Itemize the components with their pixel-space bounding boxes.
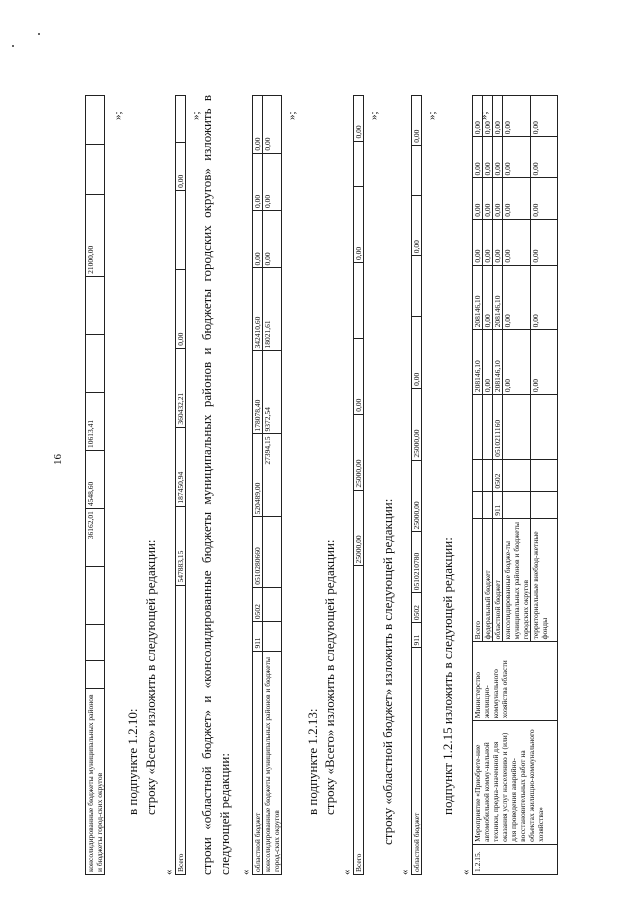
item-number: 1.2.15. bbox=[473, 844, 558, 874]
cell: 25000,00 bbox=[354, 414, 364, 490]
paragraph-row-total-1213: строку «Всего» изложить в следующей редакции: bbox=[322, 539, 337, 815]
cell: 25000,00 bbox=[412, 388, 422, 460]
table-consolidated-1210-tail bbox=[85, 95, 105, 875]
cell: 0,00 bbox=[253, 153, 263, 210]
cell: 547883,15 bbox=[176, 506, 186, 585]
cell: 27394,15 bbox=[263, 434, 282, 517]
cell: 208146,10 bbox=[493, 265, 503, 330]
cell bbox=[503, 491, 531, 518]
cell bbox=[531, 491, 558, 518]
table-row bbox=[412, 96, 422, 875]
cell: 0,00 bbox=[176, 143, 186, 190]
cell: 911 bbox=[412, 623, 422, 648]
cell: 0,00 bbox=[503, 219, 531, 265]
paragraph-rows-regional-consolidated: строки «областной бюджет» и «консолидированные бюджеты муниципальных районов и бюджеты городских округов» изложить в следующей редакции: bbox=[199, 95, 232, 875]
row-label: областной бюджет bbox=[412, 648, 422, 875]
cell: 0,00 bbox=[473, 96, 483, 137]
row-label: Всего bbox=[176, 585, 186, 874]
close-quote: »; bbox=[286, 111, 298, 120]
funding-source: областной бюджет bbox=[493, 518, 503, 642]
cell: 0,00 bbox=[483, 96, 493, 137]
cell: 0,00 bbox=[473, 137, 483, 178]
cell: 0502 bbox=[253, 587, 263, 621]
table-subpoint-1215 bbox=[472, 95, 558, 875]
cell bbox=[503, 459, 531, 491]
cell: 0,00 bbox=[503, 265, 531, 330]
paragraph-row-regional-1213: строку «областной бюджет» изложить в следующей редакции: bbox=[380, 498, 395, 845]
cell: 911 bbox=[493, 491, 503, 518]
cell bbox=[531, 395, 558, 460]
cell: 0,00 bbox=[483, 330, 493, 395]
cell: 0,00 bbox=[263, 96, 282, 154]
funding-source: Всего bbox=[473, 518, 483, 642]
open-quote: « bbox=[163, 869, 175, 875]
scan-speck bbox=[38, 33, 40, 35]
cell: 0,00 bbox=[503, 178, 531, 219]
row-label: Всего bbox=[354, 566, 364, 875]
cell: 0,00 bbox=[253, 96, 263, 154]
cell: 0,00 bbox=[473, 178, 483, 219]
cell: 0,00 bbox=[531, 137, 558, 178]
cell bbox=[473, 491, 483, 518]
ministry-name: Министерство жилищно-коммунального хозяйства области bbox=[473, 642, 558, 721]
cell: 0,00 bbox=[531, 178, 558, 219]
cell: 0,00 bbox=[263, 211, 282, 268]
table-regional-consolidated-1210 bbox=[252, 95, 282, 875]
table-row bbox=[86, 96, 105, 875]
cell: 0510210780 bbox=[412, 532, 422, 593]
page-number: 16 bbox=[52, 454, 64, 465]
cell: 0,00 bbox=[483, 178, 493, 219]
row-label: консолидированные бюджеты муниципальных районов и бюджеты город-ских округов bbox=[263, 651, 282, 874]
cell bbox=[483, 395, 493, 460]
cell: 0,00 bbox=[531, 330, 558, 395]
cell: 0,00 bbox=[354, 187, 364, 263]
paragraph-row-total: строку «Всего» изложить в следующей редакции: bbox=[143, 539, 158, 815]
cell: 18021,61 bbox=[263, 268, 282, 351]
cell: 0,00 bbox=[412, 96, 422, 146]
funding-source: федеральный бюджет bbox=[483, 518, 493, 642]
cell: 0,00 bbox=[354, 96, 364, 142]
close-quote: »; bbox=[112, 111, 124, 120]
open-quote: « bbox=[460, 869, 472, 875]
cell: 0,00 bbox=[412, 195, 422, 256]
cell: 0,00 bbox=[493, 137, 503, 178]
cell: 208146,10 bbox=[493, 330, 503, 395]
close-quote: »; bbox=[368, 111, 380, 120]
cell bbox=[473, 459, 483, 491]
cell: 0,00 bbox=[493, 96, 503, 137]
open-quote: « bbox=[240, 869, 252, 875]
close-quote: »; bbox=[190, 111, 202, 120]
cell: 0,00 bbox=[531, 96, 558, 137]
cell: 36162,01 bbox=[86, 509, 105, 567]
paragraph-subpoint-1215: подпункт 1.2.15 изложить в следующей редакции: bbox=[440, 537, 455, 815]
funding-source: консолидированные бюдже-ты муниципальных районов и бюджеты городских округов bbox=[503, 518, 531, 642]
cell: 0,00 bbox=[503, 137, 531, 178]
scan-speck bbox=[12, 45, 14, 47]
table-row bbox=[176, 96, 186, 875]
cell: 0,00 bbox=[483, 219, 493, 265]
cell: 0,00 bbox=[412, 317, 422, 389]
funding-source: территориальные внебюд-жетные фонды bbox=[531, 518, 558, 642]
cell: 0,00 bbox=[503, 96, 531, 137]
cell bbox=[503, 395, 531, 460]
cell: 0502 bbox=[493, 459, 503, 491]
cell: 0,00 bbox=[531, 265, 558, 330]
cell: 0,00 bbox=[253, 211, 263, 268]
cell: 25000,00 bbox=[354, 490, 364, 566]
open-quote: « bbox=[341, 869, 353, 875]
cell: 0,00 bbox=[263, 153, 282, 210]
cell: 9372,54 bbox=[263, 351, 282, 434]
table-row bbox=[473, 96, 483, 875]
table-row bbox=[354, 96, 364, 875]
table-row bbox=[263, 96, 282, 875]
cell: 342410,60 bbox=[253, 268, 263, 351]
cell: 520489,00 bbox=[253, 434, 263, 517]
paragraph-subpoint-1210: в подпункте 1.2.10: bbox=[125, 708, 140, 815]
cell bbox=[483, 491, 493, 518]
cell: 0,00 bbox=[483, 265, 493, 330]
row-label: областной бюджет bbox=[253, 651, 263, 874]
cell: 178078,40 bbox=[253, 351, 263, 434]
cell: 187450,94 bbox=[176, 427, 186, 506]
cell bbox=[531, 459, 558, 491]
cell: 0,00 bbox=[354, 338, 364, 414]
cell: 0,00 bbox=[531, 219, 558, 265]
table-row bbox=[253, 96, 263, 875]
cell: 0,00 bbox=[483, 137, 493, 178]
close-quote: »; bbox=[478, 111, 490, 120]
cell: 0,00 bbox=[473, 219, 483, 265]
cell: 0,00 bbox=[176, 269, 186, 348]
cell: 0,00 bbox=[503, 330, 531, 395]
row-label: консолидированные бюджеты муниципальных районов и бюджеты город-ских округов bbox=[86, 688, 105, 874]
close-quote: »; bbox=[426, 111, 438, 120]
table-total-1213 bbox=[353, 95, 364, 875]
table-regional-1213 bbox=[411, 95, 422, 875]
cell: 0,00 bbox=[493, 178, 503, 219]
cell: 911 bbox=[253, 622, 263, 651]
table-total-1210 bbox=[175, 95, 186, 875]
cell bbox=[483, 459, 493, 491]
cell: 208146,10 bbox=[473, 330, 483, 395]
cell: 4548,60 bbox=[86, 451, 105, 509]
cell: 360432,21 bbox=[176, 348, 186, 427]
event-name: Мероприятие «Приобрете-ние автомобильной комму-нальной техники, предна-значенной для оказания услуг населению и (или) для проведения аварийно-восстановительных работ на объектах жилищно-коммунального хозяйства» bbox=[473, 721, 558, 845]
cell: 208146,10 bbox=[473, 265, 483, 330]
cell: 0502 bbox=[412, 593, 422, 623]
open-quote: « bbox=[399, 869, 411, 875]
cell: 0510211160 bbox=[493, 395, 503, 460]
paragraph-subpoint-1213: в подпункте 1.2.13: bbox=[305, 708, 320, 815]
cell bbox=[473, 395, 483, 460]
cell: 25000,00 bbox=[412, 460, 422, 532]
cell: 0,00 bbox=[493, 219, 503, 265]
cell: 10613,41 bbox=[86, 392, 105, 450]
cell: 21000,00 bbox=[86, 194, 105, 276]
cell: 0510280660 bbox=[253, 517, 263, 587]
